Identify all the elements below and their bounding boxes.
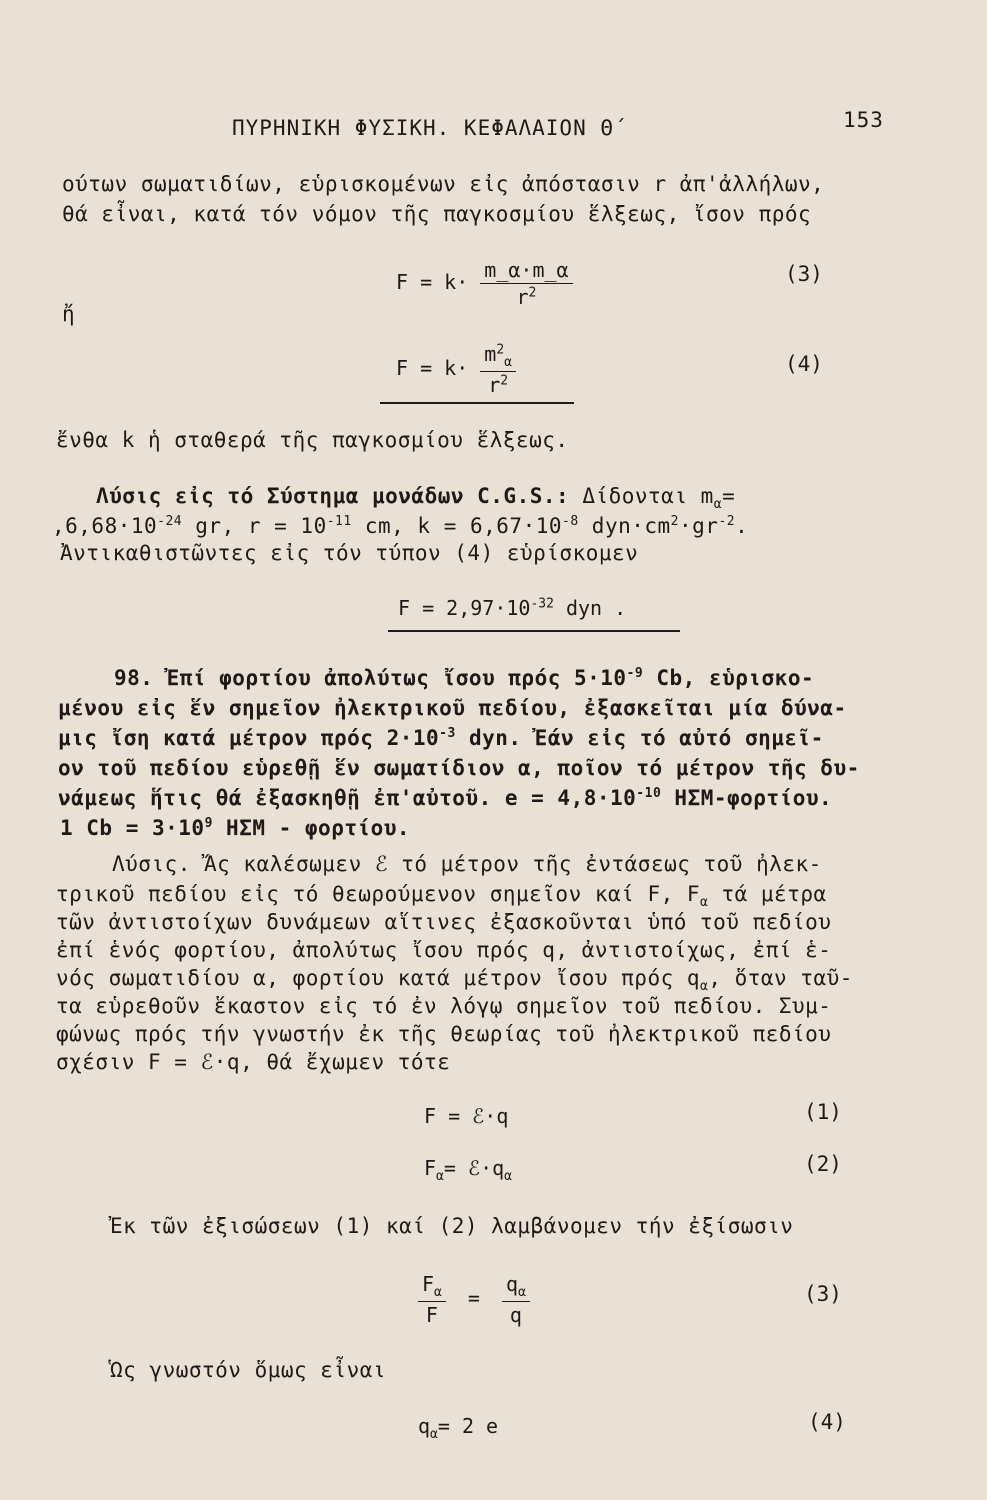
fraction-denominator: F	[425, 1303, 438, 1327]
fraction	[480, 258, 572, 309]
solution-line: ἐπί ἑνός φορτίου, ἀπολύτως ἴσου πρός q, ἀντιστοίχως, ἐπί ἑ-	[56, 938, 832, 962]
equation-lhs: F = k·	[396, 270, 469, 294]
equation-lhs: F = k·	[396, 356, 469, 380]
text-line: ἤ	[62, 302, 76, 326]
equation-number: (4)	[808, 1410, 846, 1434]
result-underline	[388, 630, 680, 632]
problem-98-line: μις ἴση κατά μέτρον πρός $2\cdot 10^{-3}$ dyn. Ἐάν εἰς τό αὐτό σημεῖ-	[58, 726, 824, 750]
solution-line: τα εὑρεθοῦν ἕκαστον εἰς τό ἐν λόγῳ σημεῖον τοῦ πεδίου. Συμ-	[56, 994, 832, 1018]
text-line: ούτων σωματιδίων, εὑρισκομένων εἰς ἀπόστασιν r ἀπ'ἀλλήλων,	[62, 172, 825, 196]
text-line: ἔνθα k ἡ σταθερά τῆς παγκοσμίου ἕλξεως.	[56, 428, 569, 452]
text-line: Ἐκ τῶν ἐξισώσεων (1) καί (2) λαμβάνομεν τήν ἐξίσωσιν	[110, 1214, 794, 1238]
fraction-numerator: $F_\alpha$	[418, 1272, 446, 1302]
problem-98-line: 98. Ἐπί φορτίου ἀπολύτως ἴσου πρός $5\cdot 10^{-9}$ Cb, εὑρισκο-	[114, 666, 815, 690]
fraction	[480, 342, 516, 397]
problem-98-line: νάμεως ἥτις θά ἐξασκηθῇ ἐπ'αὐτοῦ. $e = 4,8\cdot 10^{-10}$ ΗΣΜ-φορτίου.	[58, 786, 833, 810]
solution-line: σχέσιν F = ℰ·q, θά ἔχωμεν τότε	[56, 1050, 451, 1074]
fraction-denominator: $r^2$	[488, 373, 509, 397]
equation-underline	[380, 402, 574, 404]
solution-line: φώνως πρός τήν γνωστήν ἐκ τῆς θεωρίας τοῦ ἠλεκτρικοῦ πεδίου	[56, 1022, 832, 1046]
solution-heading: Λύσις εἰς τό Σύστημα μονάδων C.G.S.: Δίδονται $m_\alpha=$	[96, 484, 736, 513]
problem-98-line: ον τοῦ πεδίου εὑρεθῇ ἕν σωματίδιον α, ποῖον τό μέτρον τῆς δυ-	[58, 756, 860, 780]
equation-number: (2)	[804, 1152, 842, 1176]
problem-98-line: μένου εἰς ἕν σημεῖον ἠλεκτρικοῦ πεδίου, ἐξασκεῖται μία δύνα-	[58, 696, 847, 720]
problem-98-line: 1 $Cb = 3\cdot 10^9$ ΗΣΜ - φορτίου.	[60, 816, 411, 840]
text-line: Ἀντικαθιστῶντες εἰς τόν τύπον (4) εὑρίσκομεν	[60, 541, 639, 565]
solution-line: τρικοῦ πεδίου εἰς τό θεωρούμενον σημεῖον καί F, $F_\alpha$ τά μέτρα	[56, 882, 827, 911]
equation-3-top	[396, 258, 573, 309]
equation-number: (3)	[785, 262, 823, 286]
fraction-numerator: m_α·m_α	[480, 258, 572, 284]
given-values-line: $,6,68\cdot 10^{-24}$ gr, $r = 10^{-11}$ cm, $k = 6,67\cdot 10^{-8}$ $dyn\cdot cm^2\cdot gr^{-2}$.	[52, 514, 749, 538]
equation-number: (4)	[785, 352, 823, 376]
result-equation: $F = 2,97\cdot 10^{-32}$ dyn .	[398, 596, 627, 620]
fraction	[418, 1272, 446, 1327]
equation-number: (1)	[804, 1100, 842, 1124]
equation-number: (3)	[804, 1282, 842, 1306]
page-number: 153	[843, 108, 884, 132]
fraction-numerator: $m^2_\alpha$	[480, 342, 516, 372]
equation-1: F = ℰ·q	[424, 1104, 509, 1128]
equation-4-top	[396, 342, 516, 397]
equals-sign: =	[467, 1286, 480, 1310]
equation-2: $F_\alpha=$ $ℰ\cdot q_\alpha$	[424, 1156, 512, 1184]
text-line: θά εἶναι, κατά τόν νόμον τῆς παγκοσμίου ἕλξεως, ἴσον πρός	[62, 202, 812, 226]
fraction-denominator: $r^2$	[516, 285, 537, 309]
solution-line: τῶν ἀντιστοίχων δυνάμεων αἵτινες ἐξασκοῦνται ὑπό τοῦ πεδίου	[56, 910, 832, 934]
fraction-numerator: $q_\alpha$	[502, 1272, 530, 1302]
text-line: Ὡς γνωστόν ὅμως εἶναι	[110, 1358, 387, 1382]
solution-line: νός σωματιδίου α, φορτίου κατά μέτρον ἴσου πρός $q_\alpha$, ὅταν ταῦ-	[56, 966, 853, 995]
equation-4-bottom: $q_\alpha= 2$ e	[418, 1414, 499, 1442]
equation-3-bottom	[418, 1272, 530, 1327]
fraction	[502, 1272, 530, 1327]
fraction-denominator: q	[509, 1303, 522, 1327]
running-header: ΠΥΡΗΝΙΚΗ ΦΥΣΙΚΗ. ΚΕΦΑΛΑΙΟΝ Θ΄	[232, 116, 628, 140]
solution-line: Λύσις. Ἄς καλέσωμεν ℰ τό μέτρον τῆς ἐντάσεως τοῦ ἠλεκ-	[112, 852, 822, 876]
